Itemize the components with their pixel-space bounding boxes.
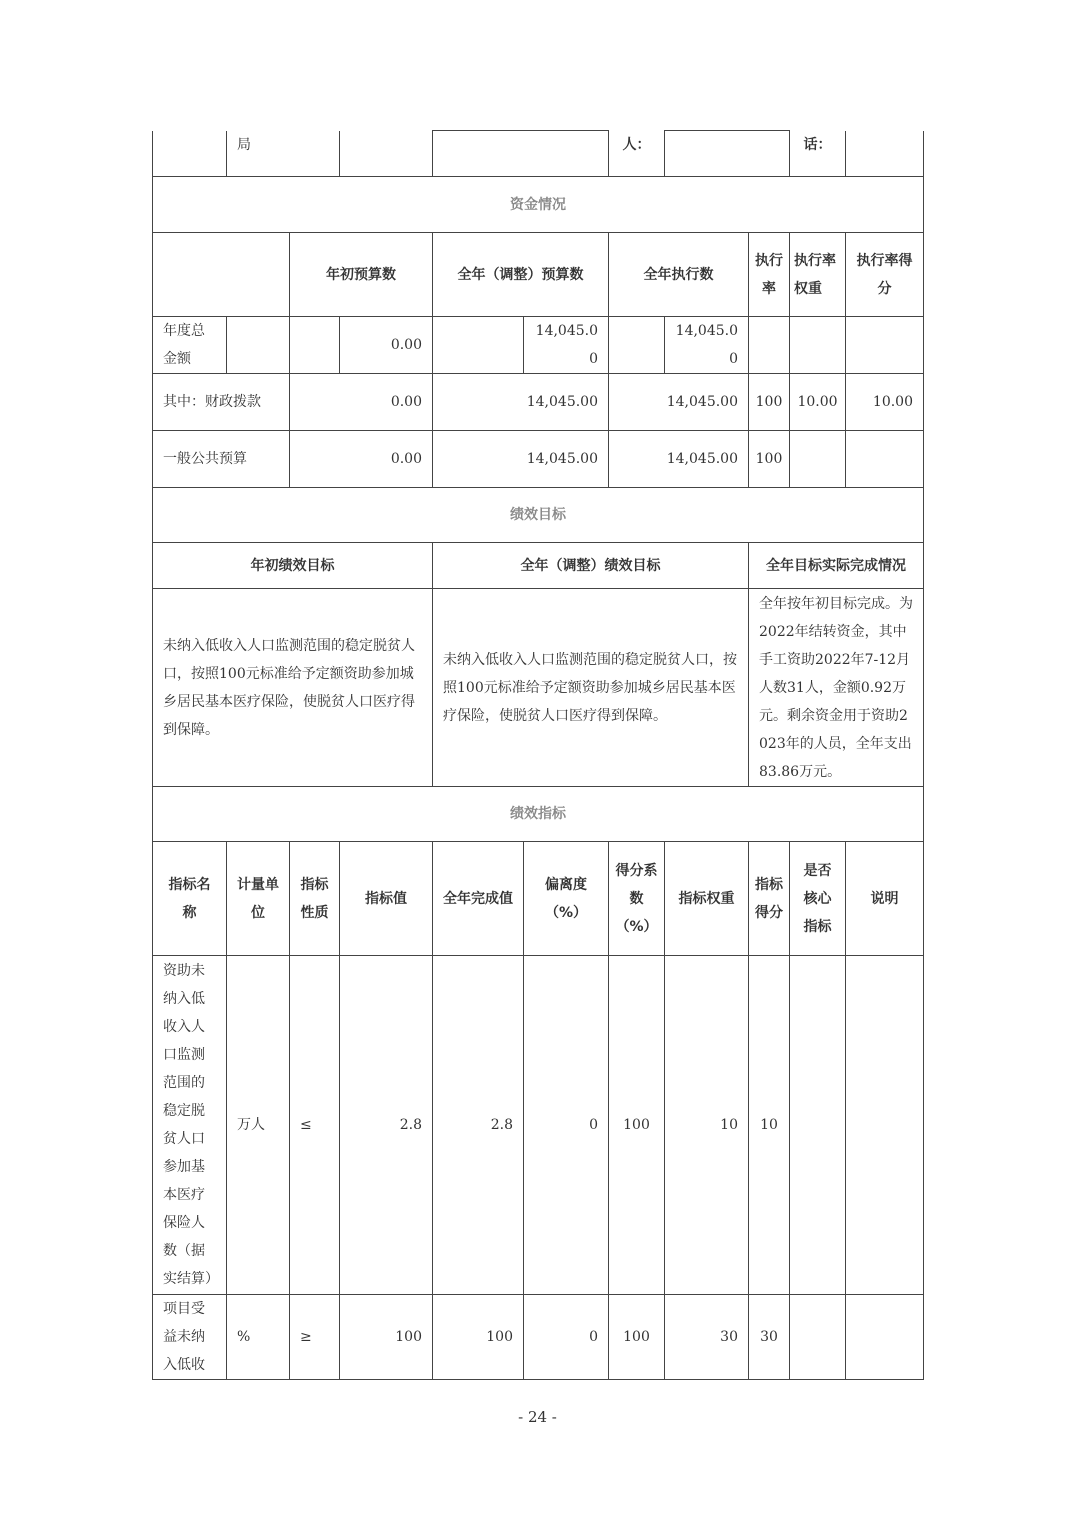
initial-goal-text: 未纳入低收入人口监测范围的稳定脱贫人口，按照100元标准给予定额资助参加城乡居民基本医疗保险，使脱贫人口医疗得到保障。 <box>153 589 433 787</box>
goal-header-row <box>153 543 924 589</box>
indicator-section-title: 绩效指标 <box>153 787 924 842</box>
header-adjusted-goal: 全年（调整）绩效目标 <box>433 543 749 589</box>
header-completed-value: 全年完成值 <box>433 842 524 956</box>
header-exec-rate: 执行率 <box>749 233 790 317</box>
header-indicator-score: 指标得分 <box>749 842 790 956</box>
header-indicator-value: 指标值 <box>340 842 433 956</box>
performance-table <box>152 130 924 1380</box>
indicator-header-row <box>153 842 924 956</box>
fund-row-label: 其中：财政拨款 <box>153 374 290 431</box>
fund-row-fiscal: 其中：财政拨款 0.00 14,045.00 14,045.00 100 10.00 10.00 <box>153 374 924 431</box>
header-score-coef: 得分系数（%） <box>609 842 665 956</box>
top-cell-phone: 话： <box>790 131 846 177</box>
page-number: - 24 - <box>518 1408 557 1426</box>
header-actual-goal: 全年目标实际完成情况 <box>749 543 924 589</box>
header-exec-weight: 执行率权重 <box>790 233 846 317</box>
header-is-core: 是否核心指标 <box>790 842 846 956</box>
indicator-row: 资助未纳入低收入人口监测范围的稳定脱贫人口参加基本医疗保险人数（据实结算） 万人 ≤ 2.8 2.8 0 100 10 10 <box>153 956 924 1295</box>
header-exec-score: 执行率得分 <box>846 233 924 317</box>
adjusted-goal-text: 未纳入低收入人口监测范围的稳定脱贫人口，按照100元标准给予定额资助参加城乡居民基本医疗保险，使脱贫人口医疗得到保障。 <box>433 589 749 787</box>
header-executed: 全年执行数 <box>609 233 749 317</box>
header-unit: 计量单位 <box>227 842 290 956</box>
fund-header-row <box>153 233 924 317</box>
top-partial-row <box>153 131 924 177</box>
top-cell-unit: 局 <box>227 131 340 177</box>
indicator-name: 项目受益未纳入低收 <box>153 1295 227 1380</box>
goal-content-row <box>153 589 924 787</box>
goal-section-title: 绩效目标 <box>153 488 924 543</box>
fund-row-general: 一般公共预算 0.00 14,045.00 14,045.00 100 <box>153 431 924 488</box>
indicator-row: 项目受益未纳入低收 % ≥ 100 100 0 100 30 30 <box>153 1295 924 1380</box>
header-indicator-weight: 指标权重 <box>665 842 749 956</box>
header-nature: 指标性质 <box>290 842 340 956</box>
header-initial-budget: 年初预算数 <box>290 233 433 317</box>
top-cell-person: 人： <box>609 131 665 177</box>
indicator-name: 资助未纳入低收入人口监测范围的稳定脱贫人口参加基本医疗保险人数（据实结算） <box>153 956 227 1295</box>
header-initial-goal: 年初绩效目标 <box>153 543 433 589</box>
fund-section-title: 资金情况 <box>153 177 924 233</box>
header-deviation: 偏离度（%） <box>524 842 609 956</box>
header-note: 说明 <box>846 842 924 956</box>
header-indicator-name: 指标名称 <box>153 842 227 956</box>
fund-row-label: 年度总金额 <box>153 317 227 374</box>
header-adjusted-budget: 全年（调整）预算数 <box>433 233 609 317</box>
actual-goal-text: 全年按年初目标完成。为2022年结转资金，其中手工资助2022年7-12月人数31人，金额0.92万元。剩余资金用于资助2023年的人员，全年支出83.86万元。 <box>749 589 924 787</box>
fund-row-label: 一般公共预算 <box>153 431 290 488</box>
fund-row-total: 年度总金额 0.00 14,045.00 14,045.00 <box>153 317 924 374</box>
